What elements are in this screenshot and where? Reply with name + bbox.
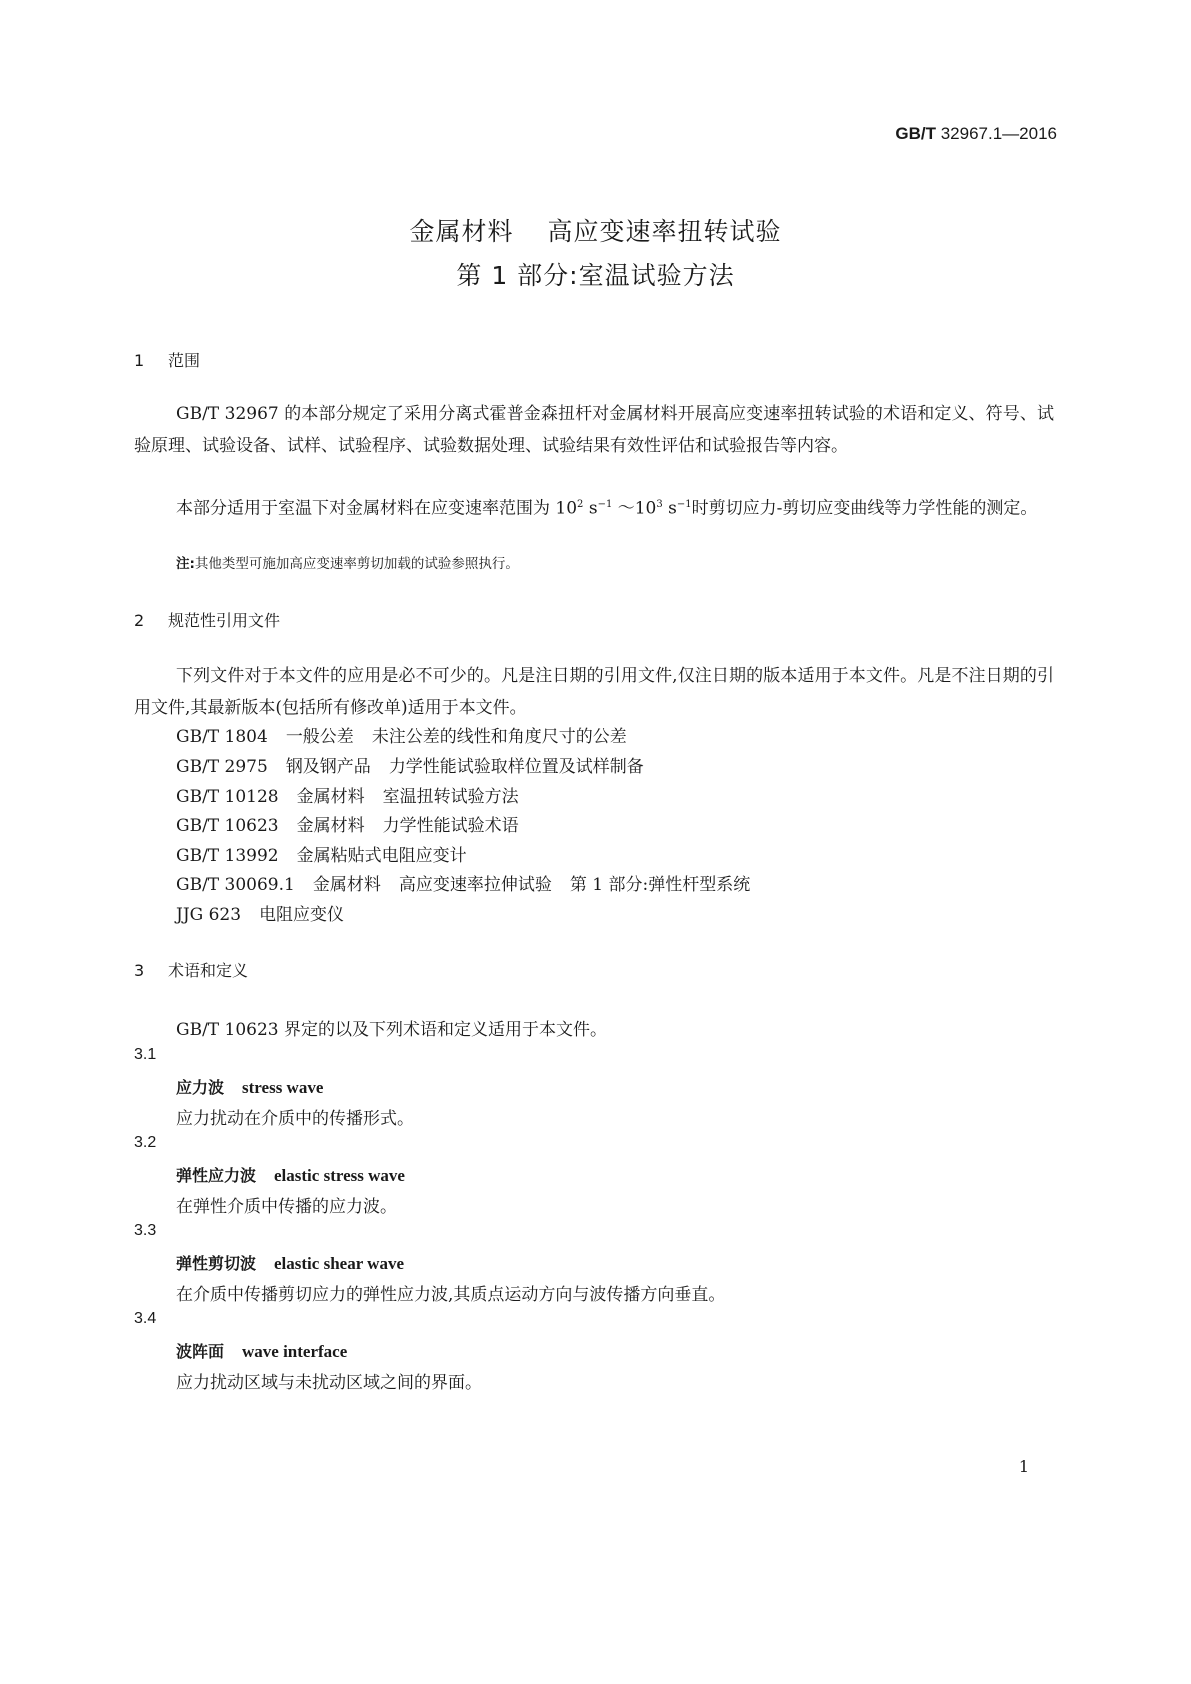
term-number: 3.3: [134, 1222, 157, 1239]
section-3-heading: 3 术语和定义: [134, 961, 249, 980]
section-1-heading: 1 范围: [134, 351, 201, 370]
term-name: 弹性应力波 elastic stress wave: [176, 1166, 405, 1185]
reference-item: GB/T 10128 金属材料 室温扭转试验方法: [176, 787, 519, 807]
standard-code: GB/T 32967.1—2016: [895, 124, 1057, 143]
document-title-line2: 第 1 部分:室温试验方法: [456, 261, 735, 290]
section-1-paragraph-1: GB/T 32967 的本部分规定了采用分离式霍普金森扭杆对金属材料开展高应变速率扭转试验的术语和定义、符号、试验原理、试验设备、试样、试验程序、试验数据处理、试验结果有效性评估和试验报告等内容。: [134, 404, 1054, 456]
term-number: 3.2: [134, 1134, 157, 1151]
document-title-line1: 金属材料 高应变速率扭转试验: [409, 217, 782, 246]
reference-item: GB/T 30069.1 金属材料 高应变速率拉伸试验 第 1 部分:弹性杆型系统: [176, 875, 751, 895]
reference-item: GB/T 1804 一般公差 未注公差的线性和角度尺寸的公差: [176, 727, 627, 747]
reference-item: GB/T 10623 金属材料 力学性能试验术语: [176, 816, 519, 836]
reference-item: JJG 623 电阻应变仪: [176, 905, 345, 925]
section-3-intro: GB/T 10623 界定的以及下列术语和定义适用于本文件。: [176, 1020, 608, 1040]
term-definition: 在介质中传播剪切应力的弹性应力波,其质点运动方向与波传播方向垂直。: [176, 1285, 726, 1305]
reference-item: GB/T 13992 金属粘贴式电阻应变计: [176, 846, 467, 866]
term-number: 3.4: [134, 1310, 157, 1327]
reference-item: GB/T 2975 钢及钢产品 力学性能试验取样位置及试样制备: [176, 757, 644, 777]
term-definition: 应力扰动区域与未扰动区域之间的界面。: [176, 1373, 482, 1393]
term-definition: 在弹性介质中传播的应力波。: [176, 1197, 397, 1217]
term-name: 弹性剪切波 elastic shear wave: [176, 1254, 405, 1273]
section-1-note: 注:其他类型可施加高应变速率剪切加载的试验参照执行。: [176, 556, 519, 572]
section-2-heading: 2 规范性引用文件: [134, 611, 281, 630]
term-name: 应力波 stress wave: [176, 1078, 324, 1097]
section-2-intro: 下列文件对于本文件的应用是必不可少的。凡是注日期的引用文件,仅注日期的版本适用于本文件。凡是不注日期的引用文件,其最新版本(包括所有修改单)适用于本文件。: [134, 666, 1054, 718]
section-1-paragraph-2: 本部分适用于室温下对金属材料在应变速率范围为 $10^2$ $s^{-1}$ $\sim 10^3$ $s^{-1}$时剪切应力-剪切应变曲线等力学性能的测定。: [176, 498, 1038, 519]
page-number: 1: [1018, 1457, 1029, 1476]
term-name: 波阵面 wave interface: [176, 1342, 348, 1361]
term-definition: 应力扰动在介质中的传播形式。: [176, 1109, 414, 1129]
term-number: 3.1: [134, 1046, 157, 1063]
